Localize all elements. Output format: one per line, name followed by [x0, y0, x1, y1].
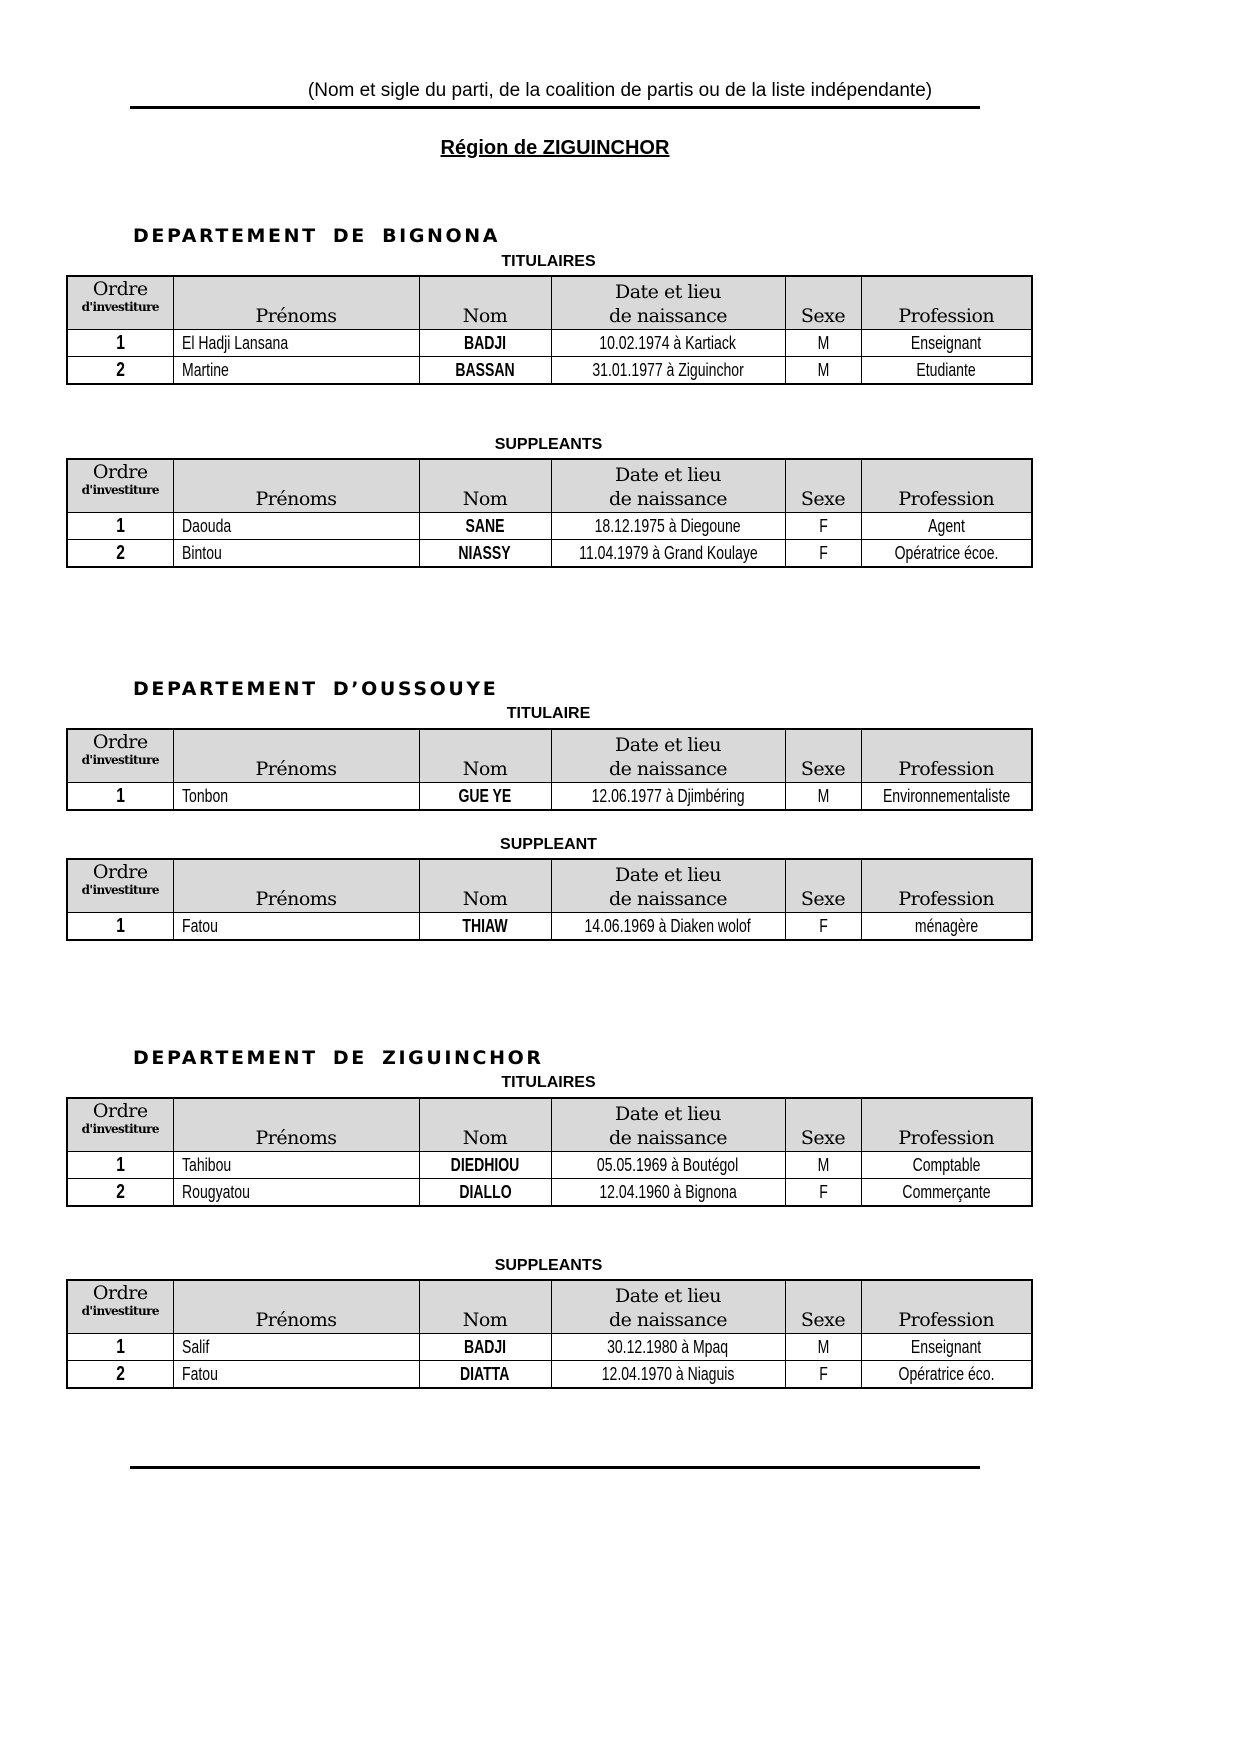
header-prenoms: Prénoms — [173, 459, 419, 513]
header-profession: Profession — [861, 1280, 1032, 1334]
cell-naissance: 30.12.1980 à Mpaq — [551, 1334, 785, 1361]
cell-profession: Etudiante — [861, 357, 1032, 385]
cell-naissance: 12.06.1977 à Djimbéring — [551, 783, 785, 811]
titulaires-label-ziguinchor: TITULAIRES — [501, 1074, 596, 1091]
party-name-caption: (Nom et sigle du parti, de la coalition de partis ou de la liste indépendante) — [307, 80, 933, 101]
cell-naissance: 11.04.1979 à Grand Koulaye — [551, 540, 785, 568]
cell-sexe: F — [785, 913, 861, 941]
suppleants-label-bignona: SUPPLEANTS — [494, 436, 603, 453]
cell-ordre: 2 — [67, 1361, 173, 1389]
bottom-divider — [130, 1466, 980, 1469]
suppleants-table-ziguinchor — [66, 1279, 1033, 1389]
header-profession: Profession — [861, 276, 1032, 330]
cell-profession: Opératrice éco. — [861, 1361, 1032, 1389]
header-ordre: Ordre d'investiture — [67, 276, 173, 330]
cell-naissance: 12.04.1960 à Bignona — [551, 1179, 785, 1207]
cell-ordre: 1 — [67, 913, 173, 941]
cell-sexe: M — [785, 330, 861, 357]
cell-ordre: 1 — [67, 330, 173, 357]
cell-ordre: 2 — [67, 540, 173, 568]
header-date-lieu: Date et lieu de naissance — [551, 1280, 785, 1334]
cell-profession: Comptable — [861, 1152, 1032, 1179]
table-row — [67, 513, 1032, 540]
cell-nom: SANE — [419, 513, 551, 540]
department-title-bignona: DEPARTEMENT DE BIGNONA — [133, 225, 501, 247]
table-header-row — [67, 1098, 1032, 1152]
header-nom: Nom — [419, 729, 551, 783]
cell-ordre: 2 — [67, 357, 173, 385]
cell-prenoms: Tonbon — [173, 783, 419, 811]
cell-prenoms: Rougyatou — [173, 1179, 419, 1207]
header-ordre: Ordre d'investiture — [67, 859, 173, 913]
table-row — [67, 540, 1032, 568]
cell-nom: DIATTA — [419, 1361, 551, 1389]
cell-naissance: 18.12.1975 à Diegoune — [551, 513, 785, 540]
header-prenoms: Prénoms — [173, 729, 419, 783]
cell-sexe: M — [785, 1152, 861, 1179]
header-profession: Profession — [861, 459, 1032, 513]
titulaire-table-oussouye — [66, 728, 1033, 811]
cell-nom: THIAW — [419, 913, 551, 941]
header-nom: Nom — [419, 1280, 551, 1334]
header-profession: Profession — [861, 729, 1032, 783]
cell-ordre: 1 — [67, 783, 173, 811]
cell-prenoms: Tahibou — [173, 1152, 419, 1179]
cell-nom: BADJI — [419, 330, 551, 357]
header-nom: Nom — [419, 859, 551, 913]
region-title: Région de ZIGUINCHOR — [440, 137, 670, 159]
table-header-row — [67, 1280, 1032, 1334]
cell-prenoms: Daouda — [173, 513, 419, 540]
header-sexe: Sexe — [785, 1098, 861, 1152]
titulaires-label-bignona: TITULAIRES — [501, 253, 596, 270]
cell-sexe: F — [785, 540, 861, 568]
cell-profession: Enseignant — [861, 330, 1032, 357]
table-row — [67, 330, 1032, 357]
cell-sexe: F — [785, 1361, 861, 1389]
cell-naissance: 31.01.1977 à Ziguinchor — [551, 357, 785, 385]
suppleants-label-ziguinchor: SUPPLEANTS — [494, 1257, 603, 1274]
table-header-row — [67, 859, 1032, 913]
suppleant-table-oussouye — [66, 858, 1033, 941]
header-sexe: Sexe — [785, 276, 861, 330]
cell-sexe: M — [785, 357, 861, 385]
cell-profession: ménagère — [861, 913, 1032, 941]
cell-prenoms: Bintou — [173, 540, 419, 568]
header-date-lieu: Date et lieu de naissance — [551, 276, 785, 330]
cell-prenoms: Fatou — [173, 913, 419, 941]
header-nom: Nom — [419, 459, 551, 513]
cell-nom: NIASSY — [419, 540, 551, 568]
header-prenoms: Prénoms — [173, 1098, 419, 1152]
table-row — [67, 1334, 1032, 1361]
header-date-lieu: Date et lieu de naissance — [551, 859, 785, 913]
cell-ordre: 1 — [67, 513, 173, 540]
header-profession: Profession — [861, 1098, 1032, 1152]
titulaires-table-ziguinchor — [66, 1097, 1033, 1207]
table-row — [67, 1179, 1032, 1207]
header-sexe: Sexe — [785, 459, 861, 513]
header-date-lieu: Date et lieu de naissance — [551, 1098, 785, 1152]
cell-profession: Commerçante — [861, 1179, 1032, 1207]
cell-nom: GUE YE — [419, 783, 551, 811]
cell-nom: DIEDHIOU — [419, 1152, 551, 1179]
department-title-oussouye: DEPARTEMENT D’OUSSOUYE — [133, 678, 499, 700]
cell-prenoms: El Hadji Lansana — [173, 330, 419, 357]
table-row — [67, 1361, 1032, 1389]
cell-profession: Enseignant — [861, 1334, 1032, 1361]
cell-prenoms: Salif — [173, 1334, 419, 1361]
table-row — [67, 783, 1032, 811]
header-prenoms: Prénoms — [173, 276, 419, 330]
cell-profession: Environnementaliste — [861, 783, 1032, 811]
header-prenoms: Prénoms — [173, 859, 419, 913]
header-date-lieu: Date et lieu de naissance — [551, 729, 785, 783]
cell-prenoms: Fatou — [173, 1361, 419, 1389]
cell-nom: BASSAN — [419, 357, 551, 385]
suppleant-label-oussouye: SUPPLEANT — [500, 836, 597, 853]
table-row — [67, 1152, 1032, 1179]
table-header-row — [67, 276, 1032, 330]
titulaires-table-bignona — [66, 275, 1033, 385]
header-sexe: Sexe — [785, 1280, 861, 1334]
table-row — [67, 913, 1032, 941]
cell-ordre: 1 — [67, 1334, 173, 1361]
titulaire-label-oussouye: TITULAIRE — [506, 705, 591, 722]
cell-sexe: F — [785, 1179, 861, 1207]
cell-prenoms: Martine — [173, 357, 419, 385]
suppleants-table-bignona — [66, 458, 1033, 568]
header-sexe: Sexe — [785, 859, 861, 913]
cell-sexe: M — [785, 783, 861, 811]
table-row — [67, 357, 1032, 385]
header-profession: Profession — [861, 859, 1032, 913]
header-sexe: Sexe — [785, 729, 861, 783]
cell-profession: Opératrice écoe. — [861, 540, 1032, 568]
cell-naissance: 10.02.1974 à Kartiack — [551, 330, 785, 357]
department-title-ziguinchor: DEPARTEMENT DE ZIGUINCHOR — [133, 1047, 544, 1069]
cell-naissance: 14.06.1969 à Diaken wolof — [551, 913, 785, 941]
header-prenoms: Prénoms — [173, 1280, 419, 1334]
cell-profession: Agent — [861, 513, 1032, 540]
top-divider — [130, 106, 980, 109]
cell-nom: BADJI — [419, 1334, 551, 1361]
header-ordre: Ordre d'investiture — [67, 1280, 173, 1334]
cell-naissance: 05.05.1969 à Boutégol — [551, 1152, 785, 1179]
cell-nom: DIALLO — [419, 1179, 551, 1207]
header-date-lieu: Date et lieu de naissance — [551, 459, 785, 513]
header-ordre: Ordre d'investiture — [67, 1098, 173, 1152]
table-header-row — [67, 459, 1032, 513]
header-ordre: Ordre d'investiture — [67, 729, 173, 783]
header-ordre: Ordre d'investiture — [67, 459, 173, 513]
cell-naissance: 12.04.1970 à Niaguis — [551, 1361, 785, 1389]
header-nom: Nom — [419, 1098, 551, 1152]
table-header-row — [67, 729, 1032, 783]
cell-ordre: 1 — [67, 1152, 173, 1179]
cell-sexe: F — [785, 513, 861, 540]
header-nom: Nom — [419, 276, 551, 330]
cell-ordre: 2 — [67, 1179, 173, 1207]
cell-sexe: M — [785, 1334, 861, 1361]
